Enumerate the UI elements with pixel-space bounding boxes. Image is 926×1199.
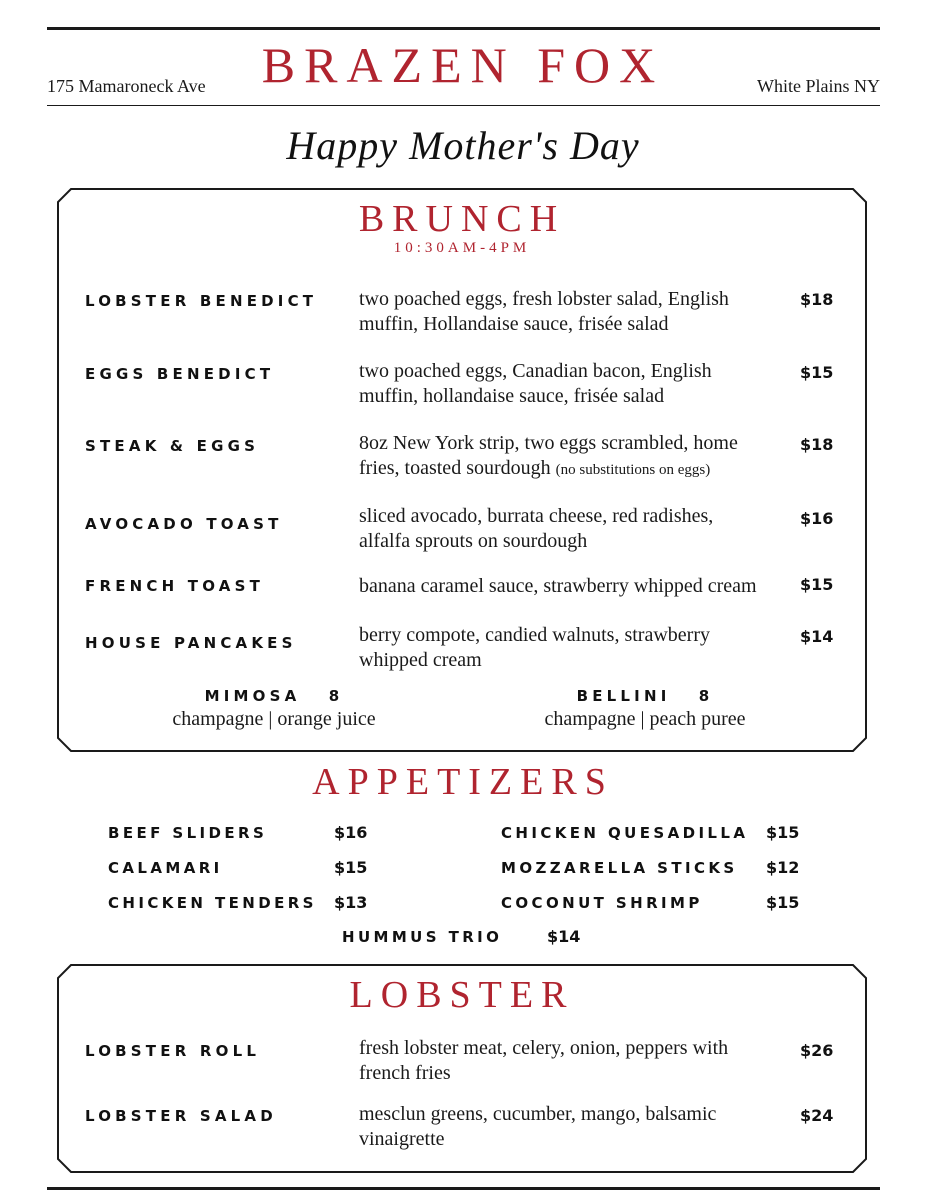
brunch-title: BRUNCH <box>358 198 566 240</box>
item-price: $14 <box>800 627 834 646</box>
item-price: $26 <box>800 1041 834 1060</box>
appetizer-price: $12 <box>766 858 800 877</box>
restaurant-name: BRAZEN FOX <box>261 37 665 93</box>
item-name: STEAK & EGGS <box>85 437 260 455</box>
appetizer-price: $13 <box>334 893 368 912</box>
appetizer-name: MOZZARELLA STICKS <box>501 859 738 877</box>
item-price: $18 <box>800 435 834 454</box>
drink-description: champagne | peach puree <box>544 708 746 730</box>
drink-mimosa <box>124 687 424 731</box>
appetizer-price: $15 <box>334 858 368 877</box>
appetizer-name: CALAMARI <box>108 859 223 877</box>
drink-name: BELLINI 8 <box>576 687 714 705</box>
appetizer-price: $15 <box>766 823 800 842</box>
drink-bellini <box>495 687 795 731</box>
tagline: Happy Mother's Day <box>286 123 640 168</box>
appetizer-price: $15 <box>766 893 800 912</box>
item-description: fresh lobster meat, celery, onion, peppers with french fries <box>359 1037 729 1084</box>
item-description-text: 8oz New York strip, two eggs scrambled, home fries, toasted sourdough <box>359 432 738 479</box>
appetizer-name: BEEF SLIDERS <box>108 824 268 842</box>
lobster-section <box>57 964 867 1173</box>
city: White Plains NY <box>757 76 880 96</box>
drink-name: MIMOSA 8 <box>204 687 344 705</box>
item-price: $16 <box>800 509 834 528</box>
item-name: HOUSE PANCAKES <box>85 634 297 652</box>
item-name: LOBSTER ROLL <box>85 1042 261 1060</box>
item-name: LOBSTER BENEDICT <box>85 292 318 310</box>
header-rule <box>47 105 880 106</box>
brunch-hours: 10:30AM-4PM <box>393 240 531 256</box>
item-description: two poached eggs, fresh lobster salad, English muffin, Hollandaise sauce, frisée salad <box>359 288 729 335</box>
appetizers-title: APPETIZERS <box>312 761 614 803</box>
appetizer-name: CHICKEN TENDERS <box>108 894 317 912</box>
bottom-rule <box>47 1187 880 1190</box>
item-description: mesclun greens, cucumber, mango, balsamic vinaigrette <box>359 1103 717 1150</box>
brunch-section <box>57 188 867 752</box>
item-description: sliced avocado, burrata cheese, red radishes, alfalfa sprouts on sourdough <box>359 505 714 552</box>
appetizer-name: CHICKEN QUESADILLA <box>501 824 749 842</box>
item-description: banana caramel sauce, strawberry whipped cream <box>359 575 757 597</box>
item-description: two poached eggs, Canadian bacon, English muffin, hollandaise sauce, frisée salad <box>359 360 712 407</box>
appetizer-price: $16 <box>334 823 368 842</box>
item-price: $15 <box>800 575 834 594</box>
appetizer-name: COCONUT SHRIMP <box>501 894 703 912</box>
item-price: $18 <box>800 290 834 309</box>
item-name: AVOCADO TOAST <box>85 515 283 533</box>
item-price: $15 <box>800 363 834 382</box>
address: 175 Mamaroneck Ave <box>47 76 206 96</box>
item-name: FRENCH TOAST <box>85 577 265 595</box>
top-rule <box>47 27 880 30</box>
appetizer-price: $14 <box>547 927 581 946</box>
item-name: LOBSTER SALAD <box>85 1107 277 1125</box>
drink-description: champagne | orange juice <box>172 708 376 730</box>
appetizer-name: HUMMUS TRIO <box>342 928 503 946</box>
item-name: EGGS BENEDICT <box>85 365 275 383</box>
item-description: berry compote, candied walnuts, strawberry whipped cream <box>359 624 710 671</box>
item-description <box>359 431 769 483</box>
item-note: (no substitutions on eggs) <box>555 462 711 478</box>
lobster-title: LOBSTER <box>349 974 575 1016</box>
item-price: $24 <box>800 1106 834 1125</box>
